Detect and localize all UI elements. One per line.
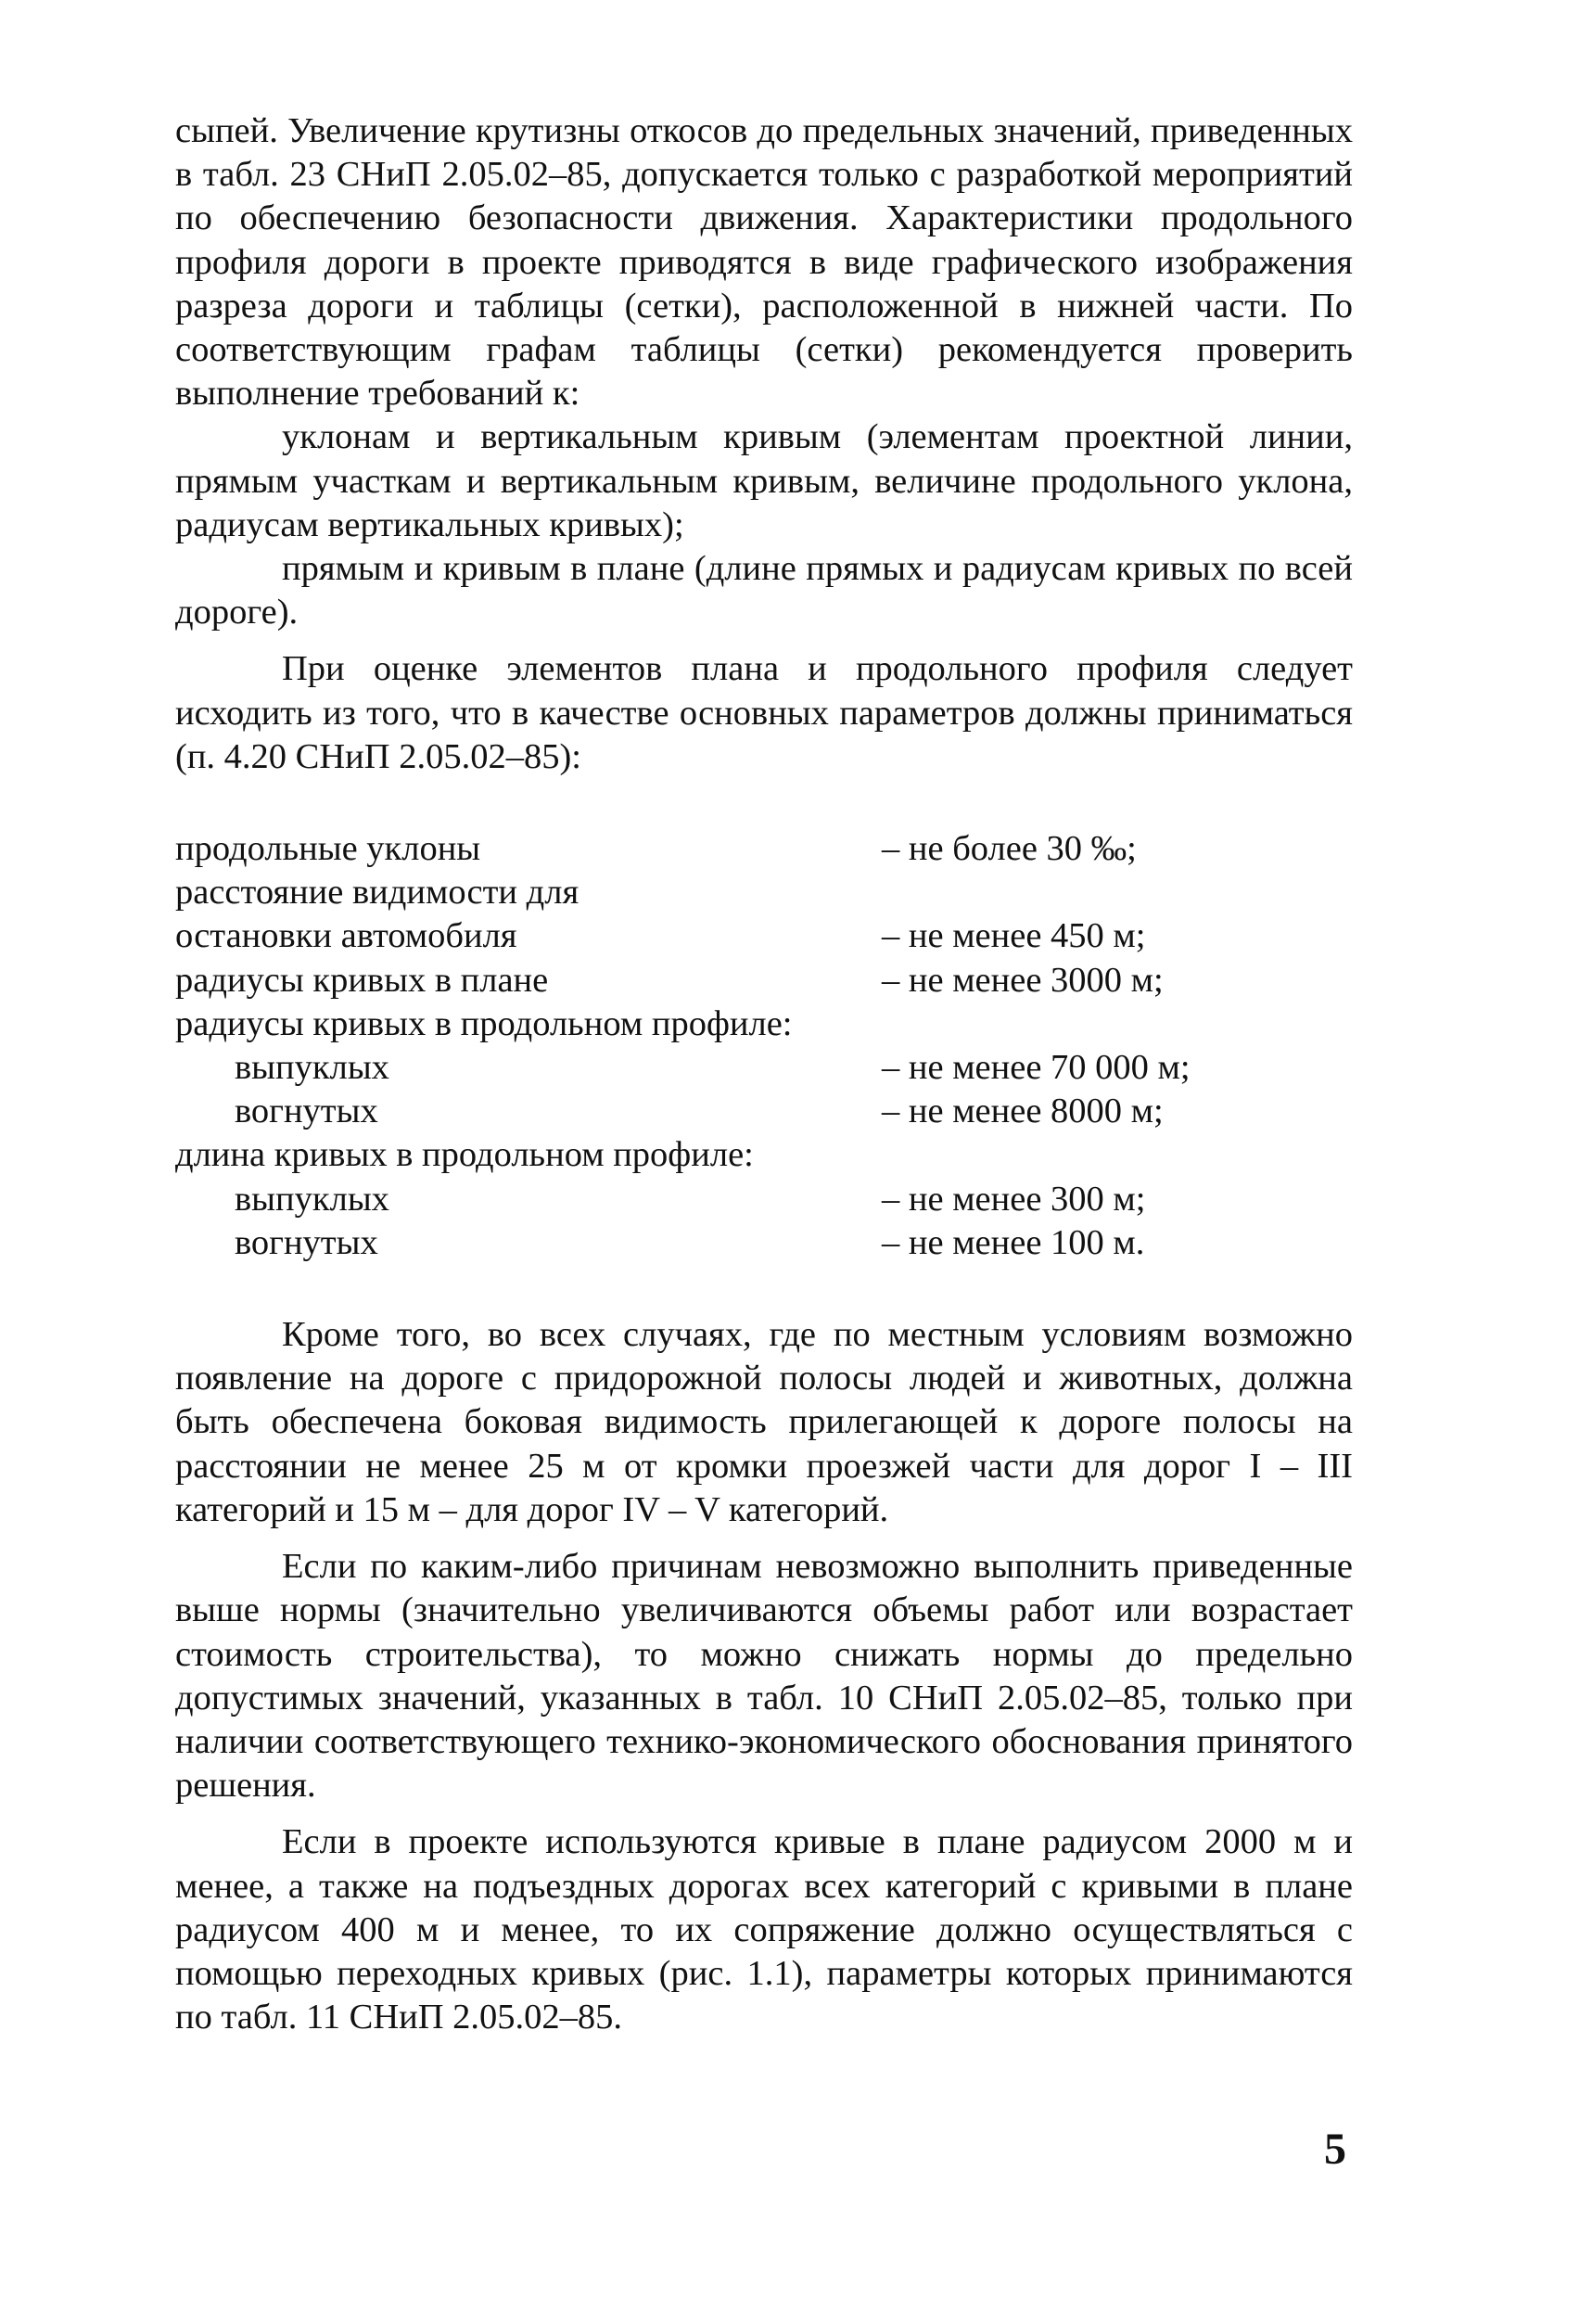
parameter-row — [175, 959, 1353, 1002]
parameter-label: радиусы кривых в продольном профиле: — [175, 1003, 793, 1043]
paragraph-reduced-norms: Если по каким-либо причинам невозможно выполнить приведенные выше нормы (значительно увеличиваются объемы работ или возрастает стоимость строительства), то можно снижать нормы до предельно допустимых значений, указанных в табл. 10 СНиП 2.05.02–85, только при наличии соответствующего технико-экономического обоснования принятого решения. — [175, 1547, 1353, 1806]
parameter-value: – не менее 3000 м; — [882, 960, 1164, 1000]
parameter-value: – не менее 300 м; — [882, 1179, 1146, 1219]
parameter-row — [175, 1221, 1353, 1265]
parameter-row — [175, 1046, 1353, 1090]
parameter-row — [175, 1090, 1353, 1133]
parameter-label: выпуклых — [235, 1179, 389, 1219]
parameter-value: – не менее 70 000 м; — [882, 1048, 1191, 1088]
parameter-label: вогнутых — [235, 1092, 378, 1131]
parameters-list — [175, 827, 1353, 1265]
paragraph-transition-curves: Если в проекте используются кривые в плане радиусом 2000 м и менее, а также на подъездных дорогах всех категорий с кривыми в плане радиусом 400 м и менее, то их сопряжение должно осуществляться с помощью переходных кривых (рис. 1.1), параметры которых принимаются по табл. 11 СНиП 2.05.02–85. — [175, 1822, 1353, 2037]
paragraph-list-item-slopes: уклонам и вертикальным кривым (элементам проектной линии, прямым участкам и вертикальным кривым, величине продольного уклона, радиусам вертикальных кривых); — [175, 417, 1353, 544]
parameter-row — [175, 1133, 1353, 1177]
parameter-row — [175, 1002, 1353, 1046]
paragraph-parameters-intro: При оценке элементов плана и продольного профиля следует исходить из того, что в качестве основных параметров должны приниматься (п. 4.20 СНиП 2.05.02–85): — [175, 649, 1353, 776]
parameter-value: – не менее 100 м. — [882, 1222, 1145, 1262]
parameter-row — [175, 827, 1353, 871]
page-number: 5 — [1324, 2125, 1346, 2174]
parameter-label: расстояние видимости для — [175, 873, 579, 913]
parameter-label: выпуклых — [235, 1048, 389, 1088]
parameter-row — [175, 871, 1353, 914]
paragraph-continuation: сыпей. Увеличение крутизны откосов до предельных значений, приведенных в табл. 23 СНиП 2.05.02–85, допускается только с разработкой мероприятий по обеспечению безопасности движения. Характеристики продольного профиля дороги в проекте приводятся в виде графического изображения разреза дороги и таблицы (сетки), расположенной в нижней части. По соответствующим графам таблицы (сетки) рекомендуется проверить выполнение требований к: — [175, 111, 1353, 414]
parameter-value: – не менее 8000 м; — [882, 1092, 1164, 1131]
parameter-row — [175, 914, 1353, 958]
parameter-label: радиусы кривых в плане — [175, 960, 549, 1000]
parameter-value: – не менее 450 м; — [882, 916, 1146, 956]
parameter-row — [175, 1178, 1353, 1221]
parameter-value: – не более 30 ‰; — [882, 829, 1137, 869]
page-body — [175, 109, 1353, 2039]
parameter-label: вогнутых — [235, 1222, 378, 1262]
parameter-label: продольные уклоны — [175, 829, 481, 869]
parameter-label: остановки автомобиля — [175, 916, 517, 956]
paragraph-side-visibility: Кроме того, во всех случаях, где по местным условиям возможно появление на дороге с придорожной полосы людей и животных, должна быть обеспечена боковая видимость прилегающей к дороге полосы на расстоянии не менее 25 м от кромки проезжей части для дорог I – III категорий и 15 м – для дорог IV – V категорий. — [175, 1315, 1353, 1529]
paragraph-list-item-plan: прямым и кривым в плане (длине прямых и радиусам кривых по всей дороге). — [175, 549, 1353, 632]
parameter-label: длина кривых в продольном профиле: — [175, 1135, 754, 1175]
